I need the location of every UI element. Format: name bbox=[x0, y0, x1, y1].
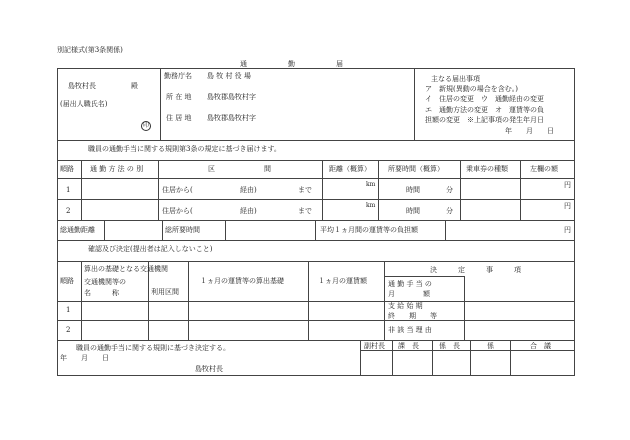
start-label-1: 支 給 始 期 bbox=[388, 302, 423, 310]
col-amount: 左欄の額 bbox=[530, 165, 558, 173]
col-route: 順路 bbox=[60, 165, 74, 173]
row-1-hours: 時間 bbox=[406, 186, 420, 194]
not-applicable-label: 非 該 当 理 由 bbox=[388, 326, 432, 334]
allowance-label-1: 通 勤 手 当 の bbox=[388, 280, 432, 288]
reasons-line-4: 担額の変更 ※上記事項の発生年月日 bbox=[425, 116, 544, 124]
col-distance: 距離（概算） bbox=[329, 165, 371, 173]
row-2-km: km bbox=[366, 202, 376, 209]
col-time: 所要時間（概算） bbox=[388, 165, 444, 173]
approval-vice-mayor: 副村長 bbox=[364, 342, 385, 350]
decision-date: 年 月 日 bbox=[60, 354, 109, 362]
row-2-via: 経由) bbox=[240, 207, 257, 215]
residence-label: 住 居 地 bbox=[166, 114, 192, 122]
approval-consult: 合 議 bbox=[530, 342, 551, 350]
row-2-min: 分 bbox=[446, 207, 453, 215]
reasons-line-2: イ 住居の変更 ウ 通勤経由の変更 bbox=[425, 95, 544, 103]
decision-signer: 島牧村長 bbox=[195, 365, 223, 373]
monthly-avg-yen: 円 bbox=[564, 226, 571, 234]
row-1-min: 分 bbox=[446, 186, 453, 194]
row-1-km: km bbox=[366, 181, 376, 188]
reasons-line-3: エ 通勤方法の変更 オ 運賃等の負 bbox=[425, 106, 544, 114]
row-2-to: まで bbox=[298, 207, 312, 215]
row-1-via: 経由) bbox=[240, 186, 257, 194]
review-heading: 確認及び決定(提出者は記入しないこと) bbox=[88, 245, 213, 253]
total-time-label: 総所要時間 bbox=[165, 226, 200, 234]
location-label: 所 在 地 bbox=[166, 93, 192, 101]
reasons-line-1: ア 新規(異動の場合を含む。) bbox=[425, 85, 518, 93]
approval-staff: 係 bbox=[487, 342, 494, 350]
row-2-no: 2 bbox=[66, 207, 71, 215]
col-section: 区 間 bbox=[208, 165, 271, 173]
col-ticket: 乗車券の種類 bbox=[466, 165, 508, 173]
review-row-1: 1 bbox=[66, 306, 71, 314]
decision-text: 職員の通勤手当に関する規則に基づき決定する。 bbox=[76, 344, 230, 352]
fare-basis: １ヵ月の運賃等の算出基礎 bbox=[200, 277, 284, 285]
residence-value: 島牧郡島牧村字 bbox=[207, 114, 256, 122]
approval-unit-chief: 係 長 bbox=[439, 342, 460, 350]
fare-amount: １ヵ月の運賃額 bbox=[318, 277, 367, 285]
seal-mark: 印 bbox=[142, 122, 149, 129]
reasons-heading: 主なる届出事項 bbox=[431, 75, 480, 83]
basis-line-1: 算出の基礎となる交通機関 bbox=[84, 265, 168, 273]
row-2-hours: 時間 bbox=[406, 207, 420, 215]
row-2-from: 住居から( bbox=[162, 207, 193, 215]
form-title: 通 勤 届 bbox=[240, 60, 344, 68]
row-2-yen: 円 bbox=[564, 202, 571, 210]
row-1-no: 1 bbox=[66, 186, 71, 194]
monthly-avg-label: 平均１ヵ月間の運賃等の負担額 bbox=[320, 226, 418, 234]
office-value: 島 牧 村 役 場 bbox=[207, 72, 251, 80]
reasons-date: 年 月 日 bbox=[505, 127, 554, 135]
basis-line-3: 名 称 bbox=[84, 289, 119, 297]
form-frame bbox=[57, 68, 575, 376]
total-distance-label: 総通勤距離 bbox=[60, 226, 95, 234]
location-value: 島牧郡島牧村字 bbox=[207, 93, 256, 101]
usage-range: 利用区間 bbox=[151, 288, 179, 296]
start-label-2: 終 期 等 bbox=[388, 312, 437, 320]
row-1-to: まで bbox=[298, 186, 312, 194]
basis-line-2: 交通機関等の bbox=[84, 278, 126, 286]
review-route: 順路 bbox=[60, 277, 74, 285]
row-1-from: 住居から( bbox=[162, 186, 193, 194]
notice-text: 職員の通勤手当に関する規則第3条の規定に基づき届けます。 bbox=[88, 145, 281, 153]
decision-heading: 決 定 事 項 bbox=[430, 266, 521, 274]
col-method: 通 勤 方 法 の 別 bbox=[90, 165, 144, 173]
addressee-to: 島牧村長 殿 bbox=[68, 82, 138, 90]
applicant-label: (届出人職氏名) bbox=[60, 100, 108, 108]
approval-section-chief: 課 長 bbox=[398, 342, 419, 350]
row-1-yen: 円 bbox=[564, 181, 571, 189]
review-row-2: 2 bbox=[66, 326, 71, 334]
office-label: 勤務庁名 bbox=[164, 72, 192, 80]
allowance-label-2: 月 額 bbox=[388, 290, 430, 298]
form-label: 別記様式(第3条関係) bbox=[57, 46, 123, 54]
